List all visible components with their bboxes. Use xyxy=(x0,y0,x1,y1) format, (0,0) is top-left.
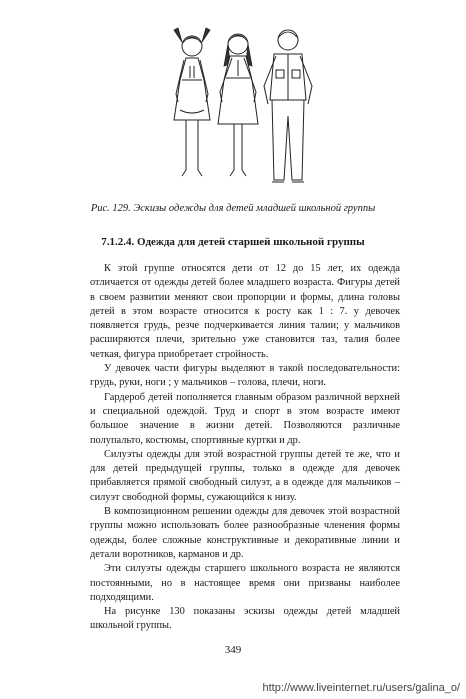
paragraph: К этой группе относятся дети от 12 до 15 лет, их одежда отличается от одежды детей более младшего возраста. Фигуры детей в своем развитии меняют свои пропорции и формы, длина головы детей в этом возрасте относится к росту как 1 : 7. у девочек появляется грудь, резче подчеркивается линия талии; у мальчиков расширяются плечи, зрительно уже становится таз, талия более четкая, фигура приобретает стройность. xyxy=(90,263,400,360)
paragraph: У девочек части фигуры выделяют в такой последовательности: грудь, руки, ноги ; у мальчиков – голова, плечи, ноги. xyxy=(90,363,400,389)
paragraph: В композиционном решении одежды для девочек этой возрастной группы можно использовать более разнообразные членения формы одежды, более сложные конструктивные и декоративные линии и детали воротников, карманов и др. xyxy=(90,506,400,560)
paragraph: На рисунке 130 показаны эскизы одежды детей младшей школьной группы. xyxy=(90,606,400,632)
paragraph: Гардероб детей пополняется главным образом различной верхней и специальной одеждой. Труд и спорт в этом возрасте имеют большое значение в жизни детей. Позволяются различные полупальто, костюмы, спортивные куртки и др. xyxy=(90,391,400,446)
paragraph: Эти силуэты одежды старшего школьного возраста не являются постоянными, но в настоящее время они призваны наиболее подходящими. xyxy=(90,563,400,603)
figure-caption: Рис. 129. Эскизы одежды для детей младшей школьной группы xyxy=(90,203,376,214)
children-clothing-sketch xyxy=(160,20,320,200)
boy-figure xyxy=(264,30,312,182)
watermark-url: http://www.liveinternet.ru/users/galina_o/ xyxy=(262,682,460,694)
paragraph: Силуэты одежды для этой возрастной группы детей те же, что и для детей предыдущей группы, только в одежде для девочек прибавляется прямой свободный силуэт, а в одежде для мальчиков – силуэт свободной формы, сужающийся к низу. xyxy=(90,448,400,503)
page-number: 349 xyxy=(224,644,242,656)
body-text xyxy=(90,262,400,634)
girl-figure-1 xyxy=(174,28,210,176)
girl-figure-2 xyxy=(218,34,258,176)
section-heading: 7.1.2.4. Одежда для детей старшей школьной группы xyxy=(101,236,365,248)
